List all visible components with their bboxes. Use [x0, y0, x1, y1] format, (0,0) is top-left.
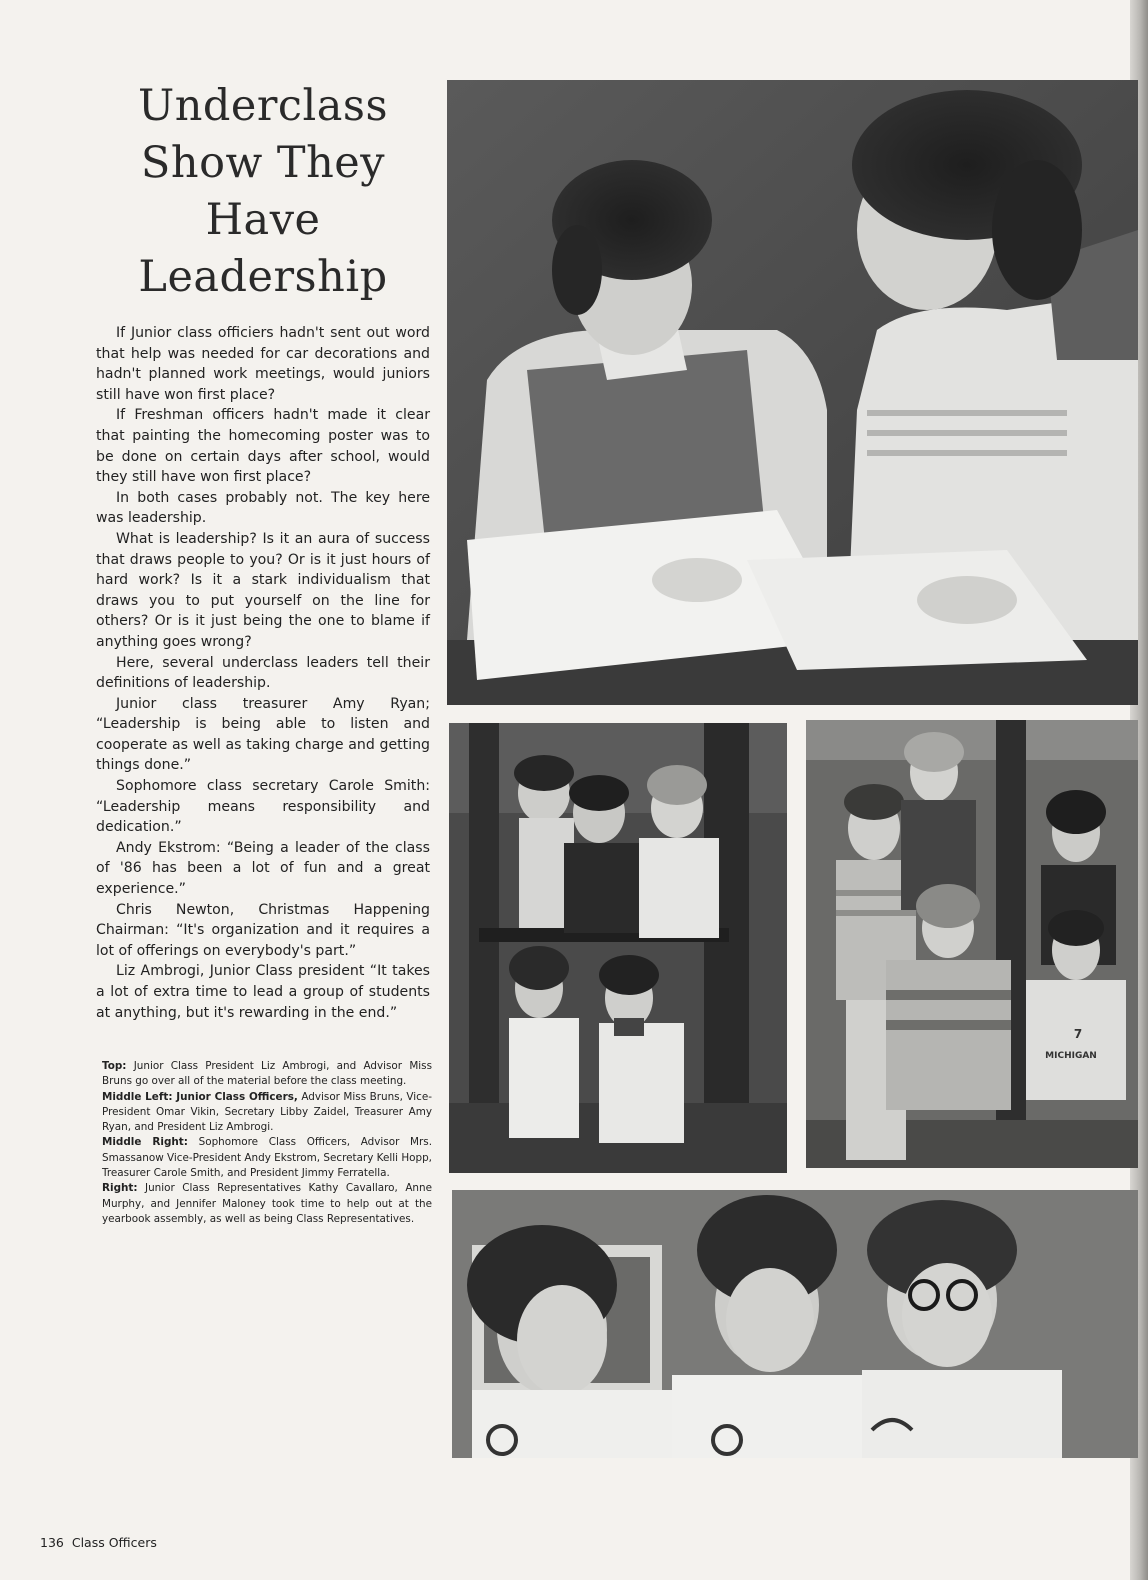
photo-captions	[102, 1059, 432, 1227]
article-paragraph: Junior class treasurer Amy Ryan; “Leadership is being able to listen and cooperate as well as taking charge and getting things done.”	[96, 695, 430, 774]
article-body	[96, 323, 430, 1023]
article-paragraph: Liz Ambrogi, Junior Class president “It takes a lot of extra time to lead a group of students at anything, but it's rewarding in the end.”	[96, 963, 430, 1021]
caption-text: Junior Class Representatives Kathy Cavallaro, Anne Murphy, and Jennifer Maloney took time to help out at the yearbook assembly, as well as being Class Representatives.	[102, 1182, 432, 1225]
photo-mid-left-image	[449, 723, 787, 1173]
caption-label: Middle Right:	[102, 1136, 188, 1149]
caption-text: Advisor Miss Bruns, Vice-President Omar Vikin, Secretary Libby Zaidel, Treasurer Amy Ryan, and President Liz Ambrogi.	[102, 1090, 432, 1134]
caption-right	[102, 1181, 432, 1227]
headline-line-1: Underclass	[137, 81, 389, 131]
photo-mid-right-image	[806, 720, 1138, 1168]
caption-text: Sophomore Class Officers, Advisor Mrs. Smassanow Vice-President Andy Ekstrom, Secretary Kelli Hopp, Treasurer Carole Smith, and President Jimmy Ferratella.	[102, 1136, 433, 1180]
photo-bottom-image	[452, 1190, 1138, 1458]
headline-line-3: Have	[205, 195, 321, 245]
caption-text: Junior Class President Liz Ambrogi, and Advisor Miss Bruns go over all of the material before the class meeting.	[102, 1060, 432, 1088]
headline-line-2: Show They	[140, 138, 386, 188]
article-paragraph: Sophomore class secretary Carole Smith: “Leadership means responsibility and dedication.”	[96, 778, 430, 836]
photo-top-advisor-and-president	[447, 80, 1138, 705]
photo-junior-class-officers	[449, 723, 787, 1173]
caption-middle-right	[102, 1135, 432, 1181]
page-number: 136	[40, 1535, 64, 1550]
headline	[96, 78, 430, 306]
photo-junior-class-representatives	[452, 1190, 1138, 1458]
article-paragraph: If Junior class officiers hadn't sent out word that help was needed for car decorations and hadn't planned work meetings, would juniors still have won first place?	[96, 325, 430, 403]
sweater-text: MICHIGAN	[1045, 1051, 1097, 1061]
caption-label: Top:	[102, 1060, 127, 1072]
caption-top	[102, 1059, 432, 1090]
sweater-number: 7	[1073, 1027, 1083, 1041]
headline-line-4: Leadership	[138, 252, 388, 302]
article-paragraph: Chris Newton, Christmas Happening Chairman: “It's organization and it requires a lot of offerings on everybody's part.”	[96, 901, 430, 959]
photo-top-image	[447, 80, 1138, 705]
page-footer	[40, 1535, 157, 1550]
photo-sophomore-class-officers	[806, 720, 1138, 1168]
article-paragraph: Andy Ekstrom: “Being a leader of the class of '86 has been a lot of fun and a great experience.”	[96, 839, 430, 898]
article-paragraph: What is leadership? Is it an aura of success that draws people to you? Or is it just hours of hard work? Is it a stark individualism that draws you to put yourself on the line for others? Or is it just being the one to blame if anything goes wrong?	[96, 530, 430, 650]
article-paragraph: In both cases probably not. The key here was leadership.	[96, 489, 430, 527]
caption-label: Middle Left: Junior Class Officers,	[102, 1090, 298, 1103]
caption-middle-left	[102, 1090, 432, 1136]
article-paragraph: Here, several underclass leaders tell their definitions of leadership.	[96, 654, 430, 692]
section-name: Class Officers	[71, 1535, 157, 1550]
article-paragraph: If Freshman officers hadn't made it clear that painting the homecoming poster was to be done on certain days after school, would they still have won first place?	[96, 407, 430, 486]
caption-label: Right:	[102, 1182, 138, 1195]
